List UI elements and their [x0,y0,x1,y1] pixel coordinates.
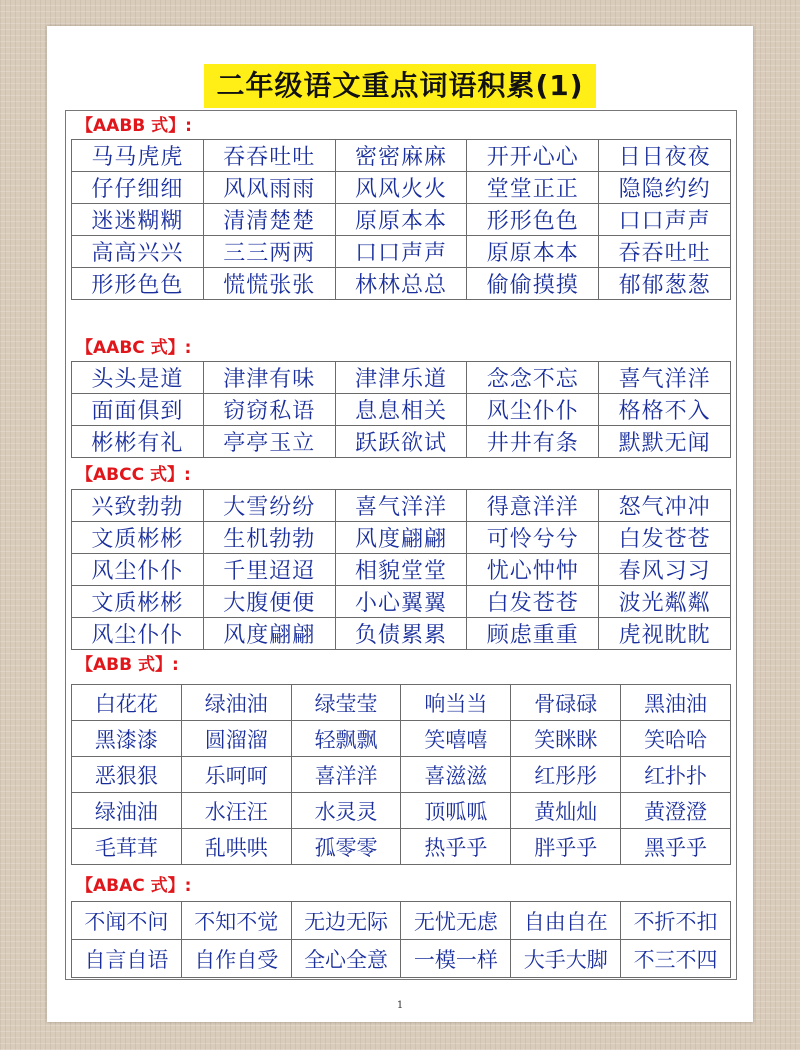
word-cell: 吞吞吐吐 [599,236,731,268]
word-cell: 跃跃欲试 [335,426,467,458]
word-cell: 三三两两 [203,236,335,268]
word-cell: 不折不扣 [621,902,731,940]
word-cell: 响当当 [401,685,511,721]
table-row [72,204,731,236]
word-cell: 绿莹莹 [291,685,401,721]
word-cell: 清清楚楚 [203,204,335,236]
table-abb [71,684,731,865]
word-cell: 不三不四 [621,940,731,978]
word-cell: 白发苍苍 [599,522,731,554]
word-cell: 圆溜溜 [181,721,291,757]
word-cell: 无忧无虑 [401,902,511,940]
word-cell: 小心翼翼 [335,586,467,618]
word-cell: 忧心忡忡 [467,554,599,586]
section-label-abcc: 【ABCC 式】: [76,465,191,485]
section-label-abac: 【ABAC 式】: [76,876,192,896]
word-cell: 生机勃勃 [203,522,335,554]
word-cell: 顶呱呱 [401,793,511,829]
table-row [72,490,731,522]
word-cell: 风尘仆仆 [72,554,204,586]
word-cell: 喜洋洋 [291,757,401,793]
word-cell: 乐呵呵 [181,757,291,793]
word-cell: 开开心心 [467,140,599,172]
word-cell: 形形色色 [72,268,204,300]
table-row [72,236,731,268]
word-cell: 喜气洋洋 [335,490,467,522]
word-cell: 马马虎虎 [72,140,204,172]
word-cell: 亭亭玉立 [203,426,335,458]
word-cell: 堂堂正正 [467,172,599,204]
word-cell: 无边无际 [291,902,401,940]
word-cell: 绿油油 [72,793,182,829]
word-cell: 黑油油 [621,685,731,721]
word-cell: 恶狠狠 [72,757,182,793]
word-cell: 绿油油 [181,685,291,721]
word-cell: 热乎乎 [401,829,511,865]
word-cell: 风尘仆仆 [72,618,204,650]
word-cell: 窃窃私语 [203,394,335,426]
word-cell: 可怜兮兮 [467,522,599,554]
worksheet-page [47,26,753,1022]
table-row [72,902,731,940]
word-cell: 默默无闻 [599,426,731,458]
word-cell: 春风习习 [599,554,731,586]
word-cell: 风尘仆仆 [467,394,599,426]
word-cell: 仔仔细细 [72,172,204,204]
word-cell: 一模一样 [401,940,511,978]
word-cell: 面面俱到 [72,394,204,426]
word-cell: 全心全意 [291,940,401,978]
section-label-abb: 【ABB 式】: [76,655,179,675]
word-cell: 白发苍苍 [467,586,599,618]
section-label-aabb: 【AABB 式】: [76,116,192,136]
word-cell: 慌慌张张 [203,268,335,300]
word-cell: 大雪纷纷 [203,490,335,522]
word-cell: 孤零零 [291,829,401,865]
table-row [72,685,731,721]
word-cell: 隐隐约约 [599,172,731,204]
word-cell: 黑漆漆 [72,721,182,757]
word-cell: 白花花 [72,685,182,721]
word-cell: 顾虑重重 [467,618,599,650]
word-cell: 大腹便便 [203,586,335,618]
word-cell: 格格不入 [599,394,731,426]
word-cell: 笑眯眯 [511,721,621,757]
table-row [72,757,731,793]
word-cell: 吞吞吐吐 [203,140,335,172]
word-cell: 郁郁葱葱 [599,268,731,300]
table-row [72,721,731,757]
page-number: 1 [396,1000,404,1011]
word-cell: 毛茸茸 [72,829,182,865]
word-cell: 迷迷糊糊 [72,204,204,236]
word-cell: 密密麻麻 [335,140,467,172]
section-label-aabc: 【AABC 式】: [76,338,192,358]
table-abac [71,901,731,978]
word-cell: 胖乎乎 [511,829,621,865]
word-cell: 黄灿灿 [511,793,621,829]
word-cell: 波光粼粼 [599,586,731,618]
word-cell: 原原本本 [467,236,599,268]
page-title: 二年级语文重点词语积累(1) [204,64,595,108]
table-aabc [71,361,731,458]
word-cell: 风风雨雨 [203,172,335,204]
word-cell: 黄澄澄 [621,793,731,829]
word-cell: 千里迢迢 [203,554,335,586]
table-row [72,940,731,978]
word-cell: 笑嘻嘻 [401,721,511,757]
word-cell: 口口声声 [335,236,467,268]
word-cell: 风度翩翩 [335,522,467,554]
word-cell: 形形色色 [467,204,599,236]
word-cell: 文质彬彬 [72,522,204,554]
word-cell: 红扑扑 [621,757,731,793]
table-row [72,140,731,172]
word-cell: 喜气洋洋 [599,362,731,394]
word-cell: 彬彬有礼 [72,426,204,458]
word-cell: 骨碌碌 [511,685,621,721]
table-row [72,394,731,426]
word-cell: 自作自受 [181,940,291,978]
word-cell: 喜滋滋 [401,757,511,793]
word-cell: 风度翩翩 [203,618,335,650]
table-aabb [71,139,731,300]
word-cell: 息息相关 [335,394,467,426]
word-cell: 怒气冲冲 [599,490,731,522]
word-cell: 口口声声 [599,204,731,236]
word-cell: 偷偷摸摸 [467,268,599,300]
word-cell: 文质彬彬 [72,586,204,618]
word-cell: 相貌堂堂 [335,554,467,586]
table-row [72,586,731,618]
table-row [72,829,731,865]
word-cell: 大手大脚 [511,940,621,978]
table-row [72,362,731,394]
word-cell: 水汪汪 [181,793,291,829]
word-cell: 念念不忘 [467,362,599,394]
word-cell: 不知不觉 [181,902,291,940]
table-row [72,172,731,204]
word-cell: 日日夜夜 [599,140,731,172]
table-row [72,793,731,829]
word-cell: 自由自在 [511,902,621,940]
table-row [72,426,731,458]
vocabulary-frame [65,110,737,980]
word-cell: 自言自语 [72,940,182,978]
word-cell: 高高兴兴 [72,236,204,268]
word-cell: 笑哈哈 [621,721,731,757]
word-cell: 津津乐道 [335,362,467,394]
word-cell: 兴致勃勃 [72,490,204,522]
table-row [72,522,731,554]
table-row [72,268,731,300]
word-cell: 虎视眈眈 [599,618,731,650]
word-cell: 原原本本 [335,204,467,236]
word-cell: 负债累累 [335,618,467,650]
word-cell: 红彤彤 [511,757,621,793]
table-abcc [71,489,731,650]
word-cell: 林林总总 [335,268,467,300]
word-cell: 风风火火 [335,172,467,204]
word-cell: 乱哄哄 [181,829,291,865]
word-cell: 水灵灵 [291,793,401,829]
word-cell: 津津有味 [203,362,335,394]
word-cell: 黑乎乎 [621,829,731,865]
word-cell: 头头是道 [72,362,204,394]
word-cell: 井井有条 [467,426,599,458]
table-row [72,554,731,586]
word-cell: 轻飘飘 [291,721,401,757]
table-row [72,618,731,650]
word-cell: 不闻不问 [72,902,182,940]
word-cell: 得意洋洋 [467,490,599,522]
